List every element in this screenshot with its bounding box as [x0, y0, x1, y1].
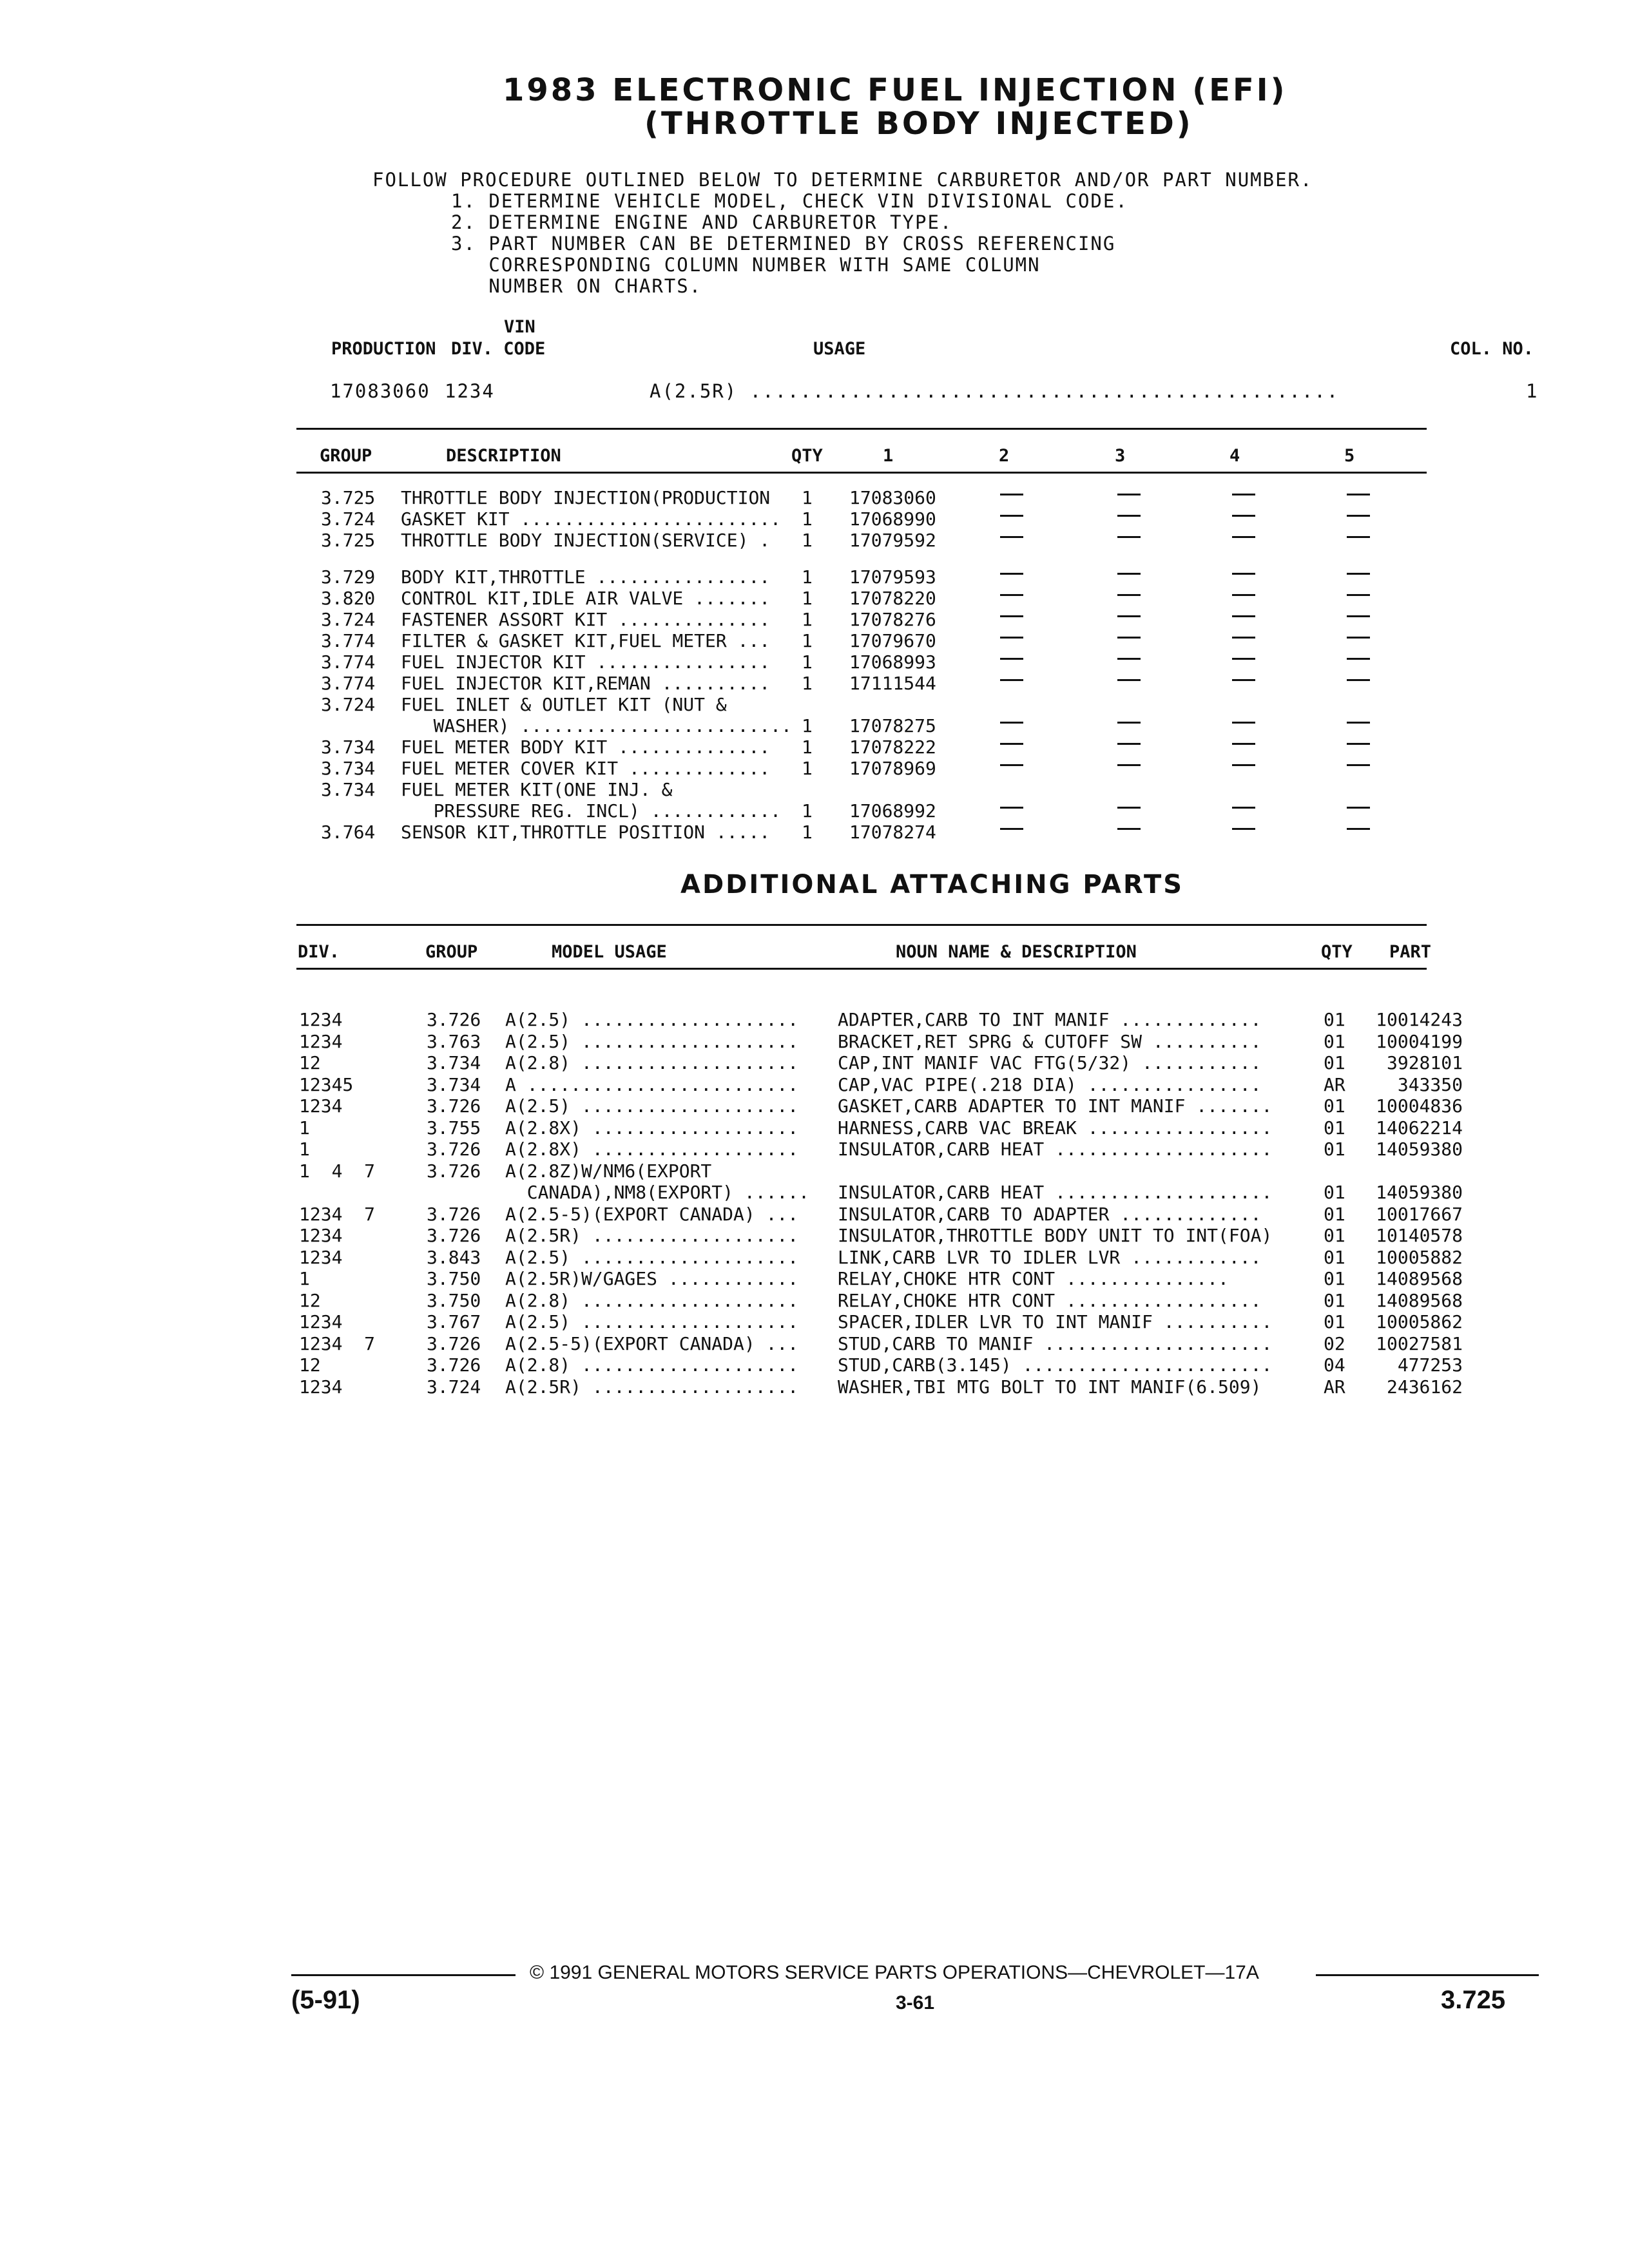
att-group: 3.734: [427, 1052, 481, 1073]
att-group: 3.755: [427, 1117, 481, 1139]
att-noun-description: INSULATOR,CARB HEAT ....................: [838, 1139, 1273, 1160]
not-applicable-dash: [1117, 536, 1141, 538]
not-applicable-dash: [1000, 637, 1023, 639]
att-model-usage: A .........................: [505, 1073, 799, 1095]
part-number-col1: 17068993: [849, 651, 936, 673]
procedure-step: 2. DETERMINE ENGINE AND CARBURETOR TYPE.: [451, 211, 953, 233]
att-div: 1: [299, 1268, 310, 1289]
att-part-number: 10004199: [1376, 1030, 1463, 1052]
part-number-col1: 17111544: [849, 673, 936, 694]
att-model-usage: A(2.5-5)(EXPORT CANADA) ...: [505, 1203, 799, 1225]
part-group: 3.724: [321, 508, 376, 530]
att-group: 3.724: [427, 1376, 481, 1398]
att-model-usage: A(2.5R) ...................: [505, 1376, 799, 1398]
att-model-usage: A(2.5) ....................: [505, 1311, 799, 1332]
att-part-number: 2436162: [1386, 1376, 1463, 1398]
not-applicable-dash: [1117, 573, 1141, 575]
not-applicable-dash: [1000, 764, 1023, 766]
att-group: 3.726: [427, 1160, 481, 1182]
att-group: 3.763: [427, 1030, 481, 1052]
att-part-number: 14059380: [1376, 1139, 1463, 1160]
part-qty: 1: [802, 736, 813, 758]
att-group: 3.750: [427, 1268, 481, 1289]
not-applicable-dash: [1232, 536, 1255, 538]
part-description: FUEL METER COVER KIT .............: [401, 758, 771, 779]
att-div: 1234: [299, 1225, 343, 1246]
header-vin: VIN: [504, 317, 535, 337]
part-qty: 1: [802, 530, 813, 551]
att-qty: AR: [1324, 1073, 1345, 1095]
not-applicable-dash: [1117, 515, 1141, 517]
att-noun-description: RELAY,CHOKE HTR CONT ..................: [838, 1289, 1262, 1311]
att-div: 12345: [299, 1073, 354, 1095]
part-qty: 1: [802, 822, 813, 843]
att-div: 1: [299, 1117, 310, 1139]
att-noun-description: INSULATOR,CARB TO ADAPTER .............: [838, 1203, 1262, 1225]
att-model-usage: A(2.8Z)W/NM6(EXPORT: [505, 1160, 712, 1182]
part-group: 3.724: [321, 694, 376, 715]
col-header-4: 4: [1229, 446, 1240, 466]
header-col-no: COL. NO.: [1450, 339, 1534, 359]
not-applicable-dash: [1232, 743, 1255, 745]
part-description: FUEL METER KIT(ONE INJ. &: [401, 779, 673, 800]
att-div: 1: [299, 1139, 310, 1160]
attaching-top-rule: [296, 924, 1427, 926]
procedure-intro: FOLLOW PROCEDURE OUTLINED BELOW TO DETERMINE CARBURETOR AND/OR PART NUMBER.: [372, 169, 1313, 191]
att-part-number: 477253: [1397, 1354, 1463, 1376]
att-div: 1234: [299, 1009, 343, 1030]
not-applicable-dash: [1000, 573, 1023, 575]
not-applicable-dash: [1000, 615, 1023, 617]
att-model-usage: A(2.8) ....................: [505, 1354, 799, 1376]
part-group: 3.734: [321, 758, 376, 779]
part-group: 3.724: [321, 609, 376, 630]
section-title: ADDITIONAL ATTACHING PARTS: [680, 870, 1184, 899]
not-applicable-dash: [1347, 658, 1370, 660]
footer-rule-left: [291, 1974, 516, 1976]
part-group: 3.764: [321, 822, 376, 843]
att-part-number: 14089568: [1376, 1289, 1463, 1311]
att-noun-description: CAP,VAC PIPE(.218 DIA) ................: [838, 1073, 1262, 1095]
att-model-usage: A(2.5) ....................: [505, 1095, 799, 1117]
att-model-usage: A(2.5) ....................: [505, 1009, 799, 1030]
part-qty: 1: [802, 758, 813, 779]
att-noun-description: SPACER,IDLER LVR TO INT MANIF ..........: [838, 1311, 1273, 1332]
att-part-number: 3928101: [1386, 1052, 1463, 1073]
part-number-col1: 17078274: [849, 822, 936, 843]
att-noun-description: GASKET,CARB ADAPTER TO INT MANIF .......: [838, 1095, 1273, 1117]
col-header-group: GROUP: [320, 446, 372, 466]
att-model-usage: A(2.8) ....................: [505, 1289, 799, 1311]
att-div: 12: [299, 1354, 321, 1376]
att-qty: 01: [1324, 1289, 1345, 1311]
att-model-usage: A(2.8) ....................: [505, 1052, 799, 1073]
att-part-number: 10005882: [1376, 1246, 1463, 1268]
not-applicable-dash: [1117, 637, 1141, 639]
not-applicable-dash: [1347, 594, 1370, 596]
part-group: 3.820: [321, 588, 376, 609]
part-qty: 1: [802, 566, 813, 588]
part-number-col1: 17068990: [849, 508, 936, 530]
not-applicable-dash: [1347, 679, 1370, 681]
not-applicable-dash: [1232, 494, 1255, 495]
not-applicable-dash: [1232, 637, 1255, 639]
att-part-number: 10014243: [1376, 1009, 1463, 1030]
not-applicable-dash: [1347, 828, 1370, 830]
att-div: 1 4 7: [299, 1160, 376, 1182]
part-number-col1: 17078220: [849, 588, 936, 609]
not-applicable-dash: [1232, 807, 1255, 809]
att-qty: 01: [1324, 1117, 1345, 1139]
not-applicable-dash: [1117, 658, 1141, 660]
att-group: 3.750: [427, 1289, 481, 1311]
procedure-step: NUMBER ON CHARTS.: [451, 275, 702, 297]
att-part-number: 14062214: [1376, 1117, 1463, 1139]
part-description: GASKET KIT ........................: [401, 508, 782, 530]
part-qty: 1: [802, 651, 813, 673]
att-part-number: 14089568: [1376, 1268, 1463, 1289]
att-noun-description: ADAPTER,CARB TO INT MANIF .............: [838, 1009, 1262, 1030]
procedure-step: 1. DETERMINE VEHICLE MODEL, CHECK VIN DIVISIONAL CODE.: [451, 190, 1128, 212]
footer-date: (5-91): [291, 1986, 360, 2014]
att-part-number: 14059380: [1376, 1182, 1463, 1203]
part-number-col1: 17078969: [849, 758, 936, 779]
att-part-number: 10005862: [1376, 1311, 1463, 1332]
not-applicable-dash: [1347, 743, 1370, 745]
part-group: 3.725: [321, 530, 376, 551]
att-group: 3.726: [427, 1203, 481, 1225]
not-applicable-dash: [1347, 722, 1370, 724]
header-div-code: DIV. CODE: [451, 339, 546, 359]
att-qty: 01: [1324, 1009, 1345, 1030]
att-header-div: DIV.: [298, 942, 340, 962]
att-group: 3.726: [427, 1009, 481, 1030]
header-production: PRODUCTION: [331, 339, 436, 359]
att-div: 1234: [299, 1376, 343, 1398]
att-noun-description: LINK,CARB LVR TO IDLER LVR ............: [838, 1246, 1262, 1268]
not-applicable-dash: [1000, 536, 1023, 538]
part-number-col1: 17078222: [849, 736, 936, 758]
att-header-group: GROUP: [425, 942, 478, 962]
part-number-col1: 17079670: [849, 630, 936, 651]
not-applicable-dash: [1117, 594, 1141, 596]
att-part-number: 10017667: [1376, 1203, 1463, 1225]
page-subtitle: (THROTTLE BODY INJECTED): [644, 106, 1193, 142]
att-group: 3.726: [427, 1095, 481, 1117]
not-applicable-dash: [1232, 615, 1255, 617]
part-number-col1: 17079593: [849, 566, 936, 588]
att-div: 1234: [299, 1095, 343, 1117]
part-number-col1: 17078275: [849, 715, 936, 736]
not-applicable-dash: [1232, 722, 1255, 724]
not-applicable-dash: [1117, 828, 1141, 830]
att-model-usage: A(2.8X) ...................: [505, 1117, 799, 1139]
part-description: FUEL INJECTOR KIT ................: [401, 651, 771, 673]
att-div: 1234: [299, 1311, 343, 1332]
not-applicable-dash: [1347, 807, 1370, 809]
procedure-step: 3. PART NUMBER CAN BE DETERMINED BY CROSS REFERENCING: [451, 233, 1116, 255]
att-qty: 04: [1324, 1354, 1345, 1376]
att-noun-description: INSULATOR,THROTTLE BODY UNIT TO INT(FOA): [838, 1225, 1273, 1246]
usage-col-no: 1: [1526, 380, 1539, 402]
not-applicable-dash: [1347, 515, 1370, 517]
part-group: 3.774: [321, 673, 376, 694]
not-applicable-dash: [1232, 679, 1255, 681]
att-model-usage: A(2.5R) ...................: [505, 1225, 799, 1246]
attaching-header-rule: [296, 968, 1427, 970]
part-description: BODY KIT,THROTTLE ................: [401, 566, 771, 588]
att-model-usage: A(2.5R)W/GAGES ............: [505, 1268, 799, 1289]
att-noun-description: RELAY,CHOKE HTR CONT ...............: [838, 1268, 1229, 1289]
part-group: 3.774: [321, 630, 376, 651]
att-group: 3.734: [427, 1073, 481, 1095]
att-noun-description: STUD,CARB TO MANIF .....................: [838, 1332, 1273, 1354]
att-noun-description: BRACKET,RET SPRG & CUTOFF SW ..........: [838, 1030, 1262, 1052]
att-qty: 01: [1324, 1139, 1345, 1160]
att-group: 3.726: [427, 1332, 481, 1354]
att-header-model-usage: MODEL USAGE: [552, 942, 667, 962]
part-description: THROTTLE BODY INJECTION(PRODUCTION: [401, 487, 771, 508]
page-title: 1983 ELECTRONIC FUEL INJECTION (EFI): [503, 72, 1287, 108]
usage-model: A(2.5R) ...............................................: [650, 380, 1340, 402]
part-description: FUEL METER BODY KIT ..............: [401, 736, 771, 758]
not-applicable-dash: [1000, 594, 1023, 596]
col-header-1: 1: [883, 446, 894, 466]
att-noun-description: WASHER,TBI MTG BOLT TO INT MANIF(6.509): [838, 1376, 1262, 1398]
part-description: FUEL INJECTOR KIT,REMAN ..........: [401, 673, 771, 694]
att-qty: 01: [1324, 1203, 1345, 1225]
not-applicable-dash: [1117, 494, 1141, 495]
part-number-col1: 17083060: [849, 487, 936, 508]
usage-production: 17083060: [330, 380, 430, 402]
not-applicable-dash: [1117, 807, 1141, 809]
att-div: 12: [299, 1052, 321, 1073]
not-applicable-dash: [1000, 679, 1023, 681]
not-applicable-dash: [1232, 764, 1255, 766]
footer-copyright: © 1991 GENERAL MOTORS SERVICE PARTS OPERATIONS—CHEVROLET—17A: [530, 1962, 1259, 1983]
part-number-col1: 17078276: [849, 609, 936, 630]
att-noun-description: STUD,CARB(3.145) .......................: [838, 1354, 1273, 1376]
col-header-5: 5: [1344, 446, 1355, 466]
not-applicable-dash: [1000, 828, 1023, 830]
att-div: 12: [299, 1289, 321, 1311]
col-header-2: 2: [999, 446, 1010, 466]
att-div: 1234: [299, 1246, 343, 1268]
att-group: 3.726: [427, 1225, 481, 1246]
att-part-number: 10004836: [1376, 1095, 1463, 1117]
att-header-part: PART: [1389, 942, 1432, 962]
att-group: 3.726: [427, 1354, 481, 1376]
not-applicable-dash: [1232, 594, 1255, 596]
part-group: 3.725: [321, 487, 376, 508]
not-applicable-dash: [1347, 764, 1370, 766]
att-header-qty: QTY: [1321, 942, 1353, 962]
col-header-description: DESCRIPTION: [446, 446, 561, 466]
part-qty: 1: [802, 487, 813, 508]
not-applicable-dash: [1000, 743, 1023, 745]
part-qty: 1: [802, 630, 813, 651]
att-part-number: 10140578: [1376, 1225, 1463, 1246]
not-applicable-dash: [1000, 722, 1023, 724]
att-qty: AR: [1324, 1376, 1345, 1398]
att-model-usage: CANADA),NM8(EXPORT) ......: [505, 1182, 810, 1203]
att-noun-description: CAP,INT MANIF VAC FTG(5/32) ...........: [838, 1052, 1262, 1073]
att-part-number: 10027581: [1376, 1332, 1463, 1354]
not-applicable-dash: [1117, 743, 1141, 745]
att-qty: 01: [1324, 1225, 1345, 1246]
not-applicable-dash: [1347, 494, 1370, 495]
part-description: THROTTLE BODY INJECTION(SERVICE) .: [401, 530, 771, 551]
part-group: 3.729: [321, 566, 376, 588]
att-group: 3.767: [427, 1311, 481, 1332]
not-applicable-dash: [1000, 494, 1023, 495]
part-qty: 1: [802, 508, 813, 530]
not-applicable-dash: [1232, 573, 1255, 575]
table-header-rule: [296, 472, 1427, 474]
not-applicable-dash: [1232, 515, 1255, 517]
part-description: CONTROL KIT,IDLE AIR VALVE .......: [401, 588, 771, 609]
not-applicable-dash: [1347, 573, 1370, 575]
part-qty: 1: [802, 609, 813, 630]
col-header-qty: QTY: [791, 446, 823, 466]
footer-section-number: 3.725: [1441, 1986, 1506, 2014]
not-applicable-dash: [1347, 615, 1370, 617]
part-group: 3.734: [321, 779, 376, 800]
att-model-usage: A(2.5) ....................: [505, 1246, 799, 1268]
table-top-rule: [296, 428, 1427, 430]
footer-rule-right: [1316, 1974, 1539, 1976]
header-usage: USAGE: [813, 339, 866, 359]
att-qty: 01: [1324, 1246, 1345, 1268]
col-header-3: 3: [1115, 446, 1126, 466]
procedure-step: CORRESPONDING COLUMN NUMBER WITH SAME COLUMN: [451, 254, 1041, 276]
att-part-number: 343350: [1397, 1073, 1463, 1095]
att-group: 3.726: [427, 1139, 481, 1160]
not-applicable-dash: [1347, 637, 1370, 639]
not-applicable-dash: [1232, 828, 1255, 830]
not-applicable-dash: [1000, 807, 1023, 809]
att-model-usage: A(2.8X) ...................: [505, 1139, 799, 1160]
not-applicable-dash: [1000, 515, 1023, 517]
part-description: PRESSURE REG. INCL) ............: [401, 800, 782, 822]
att-qty: 01: [1324, 1095, 1345, 1117]
att-model-usage: A(2.5-5)(EXPORT CANADA) ...: [505, 1332, 799, 1354]
att-qty: 01: [1324, 1182, 1345, 1203]
not-applicable-dash: [1117, 615, 1141, 617]
att-qty: 01: [1324, 1052, 1345, 1073]
footer-page-number: 3-61: [896, 1992, 935, 2013]
att-div: 1234 7: [299, 1332, 376, 1354]
not-applicable-dash: [1347, 536, 1370, 538]
att-div: 1234 7: [299, 1203, 376, 1225]
part-description: FILTER & GASKET KIT,FUEL METER ...: [401, 630, 771, 651]
not-applicable-dash: [1117, 764, 1141, 766]
part-qty: 1: [802, 588, 813, 609]
part-qty: 1: [802, 715, 813, 736]
part-description: FUEL INLET & OUTLET KIT (NUT &: [401, 694, 727, 715]
att-qty: 01: [1324, 1268, 1345, 1289]
not-applicable-dash: [1000, 658, 1023, 660]
att-noun-description: HARNESS,CARB VAC BREAK .................: [838, 1117, 1273, 1139]
part-number-col1: 17068992: [849, 800, 936, 822]
att-noun-description: INSULATOR,CARB HEAT ....................: [838, 1182, 1273, 1203]
not-applicable-dash: [1232, 658, 1255, 660]
part-qty: 1: [802, 800, 813, 822]
att-qty: 01: [1324, 1311, 1345, 1332]
att-model-usage: A(2.5) ....................: [505, 1030, 799, 1052]
att-div: 1234: [299, 1030, 343, 1052]
part-description: WASHER) .........................: [401, 715, 792, 736]
att-group: 3.843: [427, 1246, 481, 1268]
part-group: 3.774: [321, 651, 376, 673]
usage-div-code: 1234: [445, 380, 495, 402]
att-qty: 01: [1324, 1030, 1345, 1052]
part-qty: 1: [802, 673, 813, 694]
part-description: FASTENER ASSORT KIT ..............: [401, 609, 771, 630]
part-group: 3.734: [321, 736, 376, 758]
part-description: SENSOR KIT,THROTTLE POSITION .....: [401, 822, 771, 843]
part-number-col1: 17079592: [849, 530, 936, 551]
not-applicable-dash: [1117, 722, 1141, 724]
att-header-noun: NOUN NAME & DESCRIPTION: [896, 942, 1137, 962]
att-qty: 02: [1324, 1332, 1345, 1354]
not-applicable-dash: [1117, 679, 1141, 681]
